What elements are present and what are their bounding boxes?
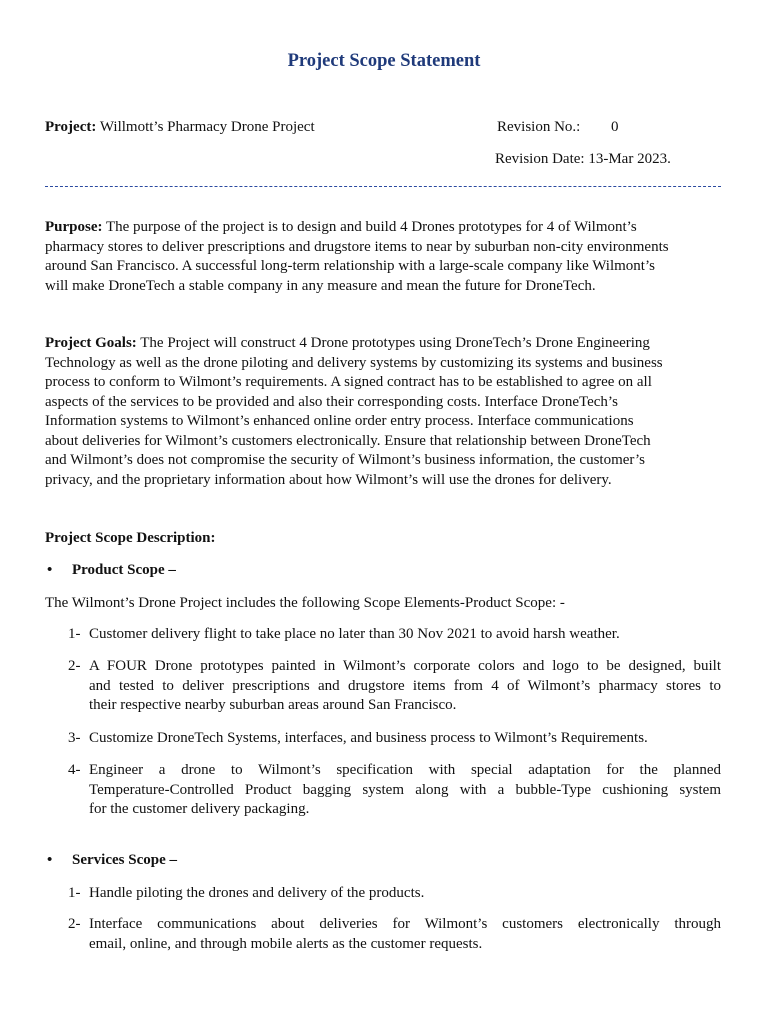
item-line: email, online, and through mobile alerts as the customer requests. xyxy=(89,935,483,952)
scope-description-heading: Project Scope Description: xyxy=(45,530,216,546)
item-line: A FOUR Drone prototypes painted in Wilmont’s corporate colors and logo to be designed, built xyxy=(89,658,721,674)
item-line: Handle piloting the drones and delivery of the products. xyxy=(89,885,425,901)
bullet-icon: • xyxy=(47,852,53,868)
revision-date-label: Revision Date: xyxy=(495,151,585,167)
revision-no-label: Revision No.: xyxy=(497,119,581,135)
project-name: Willmott’s Pharmacy Drone Project xyxy=(99,119,315,135)
purpose-label: Purpose: xyxy=(45,219,103,235)
item-line: their respective nearby suburban areas around San Francisco. xyxy=(89,697,457,713)
paragraph-line: process to conform to Wilmont’s requirements. A signed contract has to be established to agree on all xyxy=(45,374,652,390)
item-line: Temperature-Controlled Product bagging system along with a bubble-Type cushioning system xyxy=(89,781,721,798)
heading-text: Product Scope – xyxy=(72,562,176,578)
list-number: 3- xyxy=(68,730,81,746)
list-number: 1- xyxy=(68,885,81,901)
list-item xyxy=(68,657,721,716)
list-item xyxy=(68,915,721,954)
paragraph-line: pharmacy stores to deliver prescriptions and drugstore items to near by suburban non-city environments xyxy=(45,238,669,255)
heading-text: Services Scope – xyxy=(72,852,177,868)
item-line: and tested to deliver prescriptions and drugstore items from 4 of Wilmont’s pharmacy stores to xyxy=(89,677,721,694)
list-number: 2- xyxy=(68,658,81,674)
page-title: Project Scope Statement xyxy=(287,51,481,71)
paragraph-line: Information systems to Wilmont’s enhanced online order entry process. Interface communications xyxy=(45,413,634,429)
list-number: 2- xyxy=(68,916,81,932)
goals-label: Project Goals: xyxy=(45,335,137,351)
list-item xyxy=(68,625,721,645)
project-line xyxy=(45,118,315,138)
list-number: 1- xyxy=(68,626,81,642)
list-item xyxy=(68,729,721,749)
item-line: Engineer a drone to Wilmont’s specification with special adaptation for the planned xyxy=(89,762,721,778)
item-line: Customize DroneTech Systems, interfaces, and business process to Wilmont’s Requirements. xyxy=(89,730,648,746)
services-scope-heading xyxy=(47,851,177,871)
paragraph-line: Technology as well as the drone piloting and delivery systems by customizing its systems and business xyxy=(45,354,663,371)
paragraph-line: around San Francisco. A successful long-term relationship with a large-scale company like Wilmont’s xyxy=(45,258,655,274)
paragraph-line: privacy, and the proprietary information about how Wilmont’s will use the drones for delivery. xyxy=(45,471,612,488)
paragraph-line: The purpose of the project is to design and build 4 Drones prototypes for 4 of Wilmont’s xyxy=(102,219,637,235)
revision-no-value: 0 xyxy=(611,119,619,135)
item-line: Interface communications about deliveries for Wilmont’s customers electronically through xyxy=(89,916,721,932)
section-divider xyxy=(45,186,721,187)
paragraph-line: about deliveries for Wilmont’s customers electronically. Ensure that relationship between DroneTech xyxy=(45,432,651,449)
list-item xyxy=(68,884,721,904)
list-item xyxy=(68,761,721,820)
paragraph-line: will make DroneTech a stable company in any measure and mean the future for DroneTech. xyxy=(45,277,596,294)
item-line: for the customer delivery packaging. xyxy=(89,801,310,817)
bullet-icon: • xyxy=(47,562,53,578)
paragraph-line: aspects of the services to be provided and also their corresponding costs. Interface DroneTech’s xyxy=(45,393,618,410)
revision-date-value: 13-Mar 2023. xyxy=(588,151,671,167)
product-scope-heading xyxy=(47,561,176,581)
product-scope-intro: The Wilmont’s Drone Project includes the following Scope Elements-Product Scope: - xyxy=(45,595,565,611)
revision-date-line xyxy=(495,150,671,170)
item-line: Customer delivery flight to take place no later than 30 Nov 2021 to avoid harsh weather. xyxy=(89,626,620,642)
paragraph-line: and Wilmont’s does not compromise the security of Wilmont’s business information, the customer’s xyxy=(45,452,645,468)
project-label: Project: xyxy=(45,119,97,135)
paragraph-line: The Project will construct 4 Drone prototypes using DroneTech’s Drone Engineering xyxy=(136,335,650,351)
list-number: 4- xyxy=(68,762,81,778)
